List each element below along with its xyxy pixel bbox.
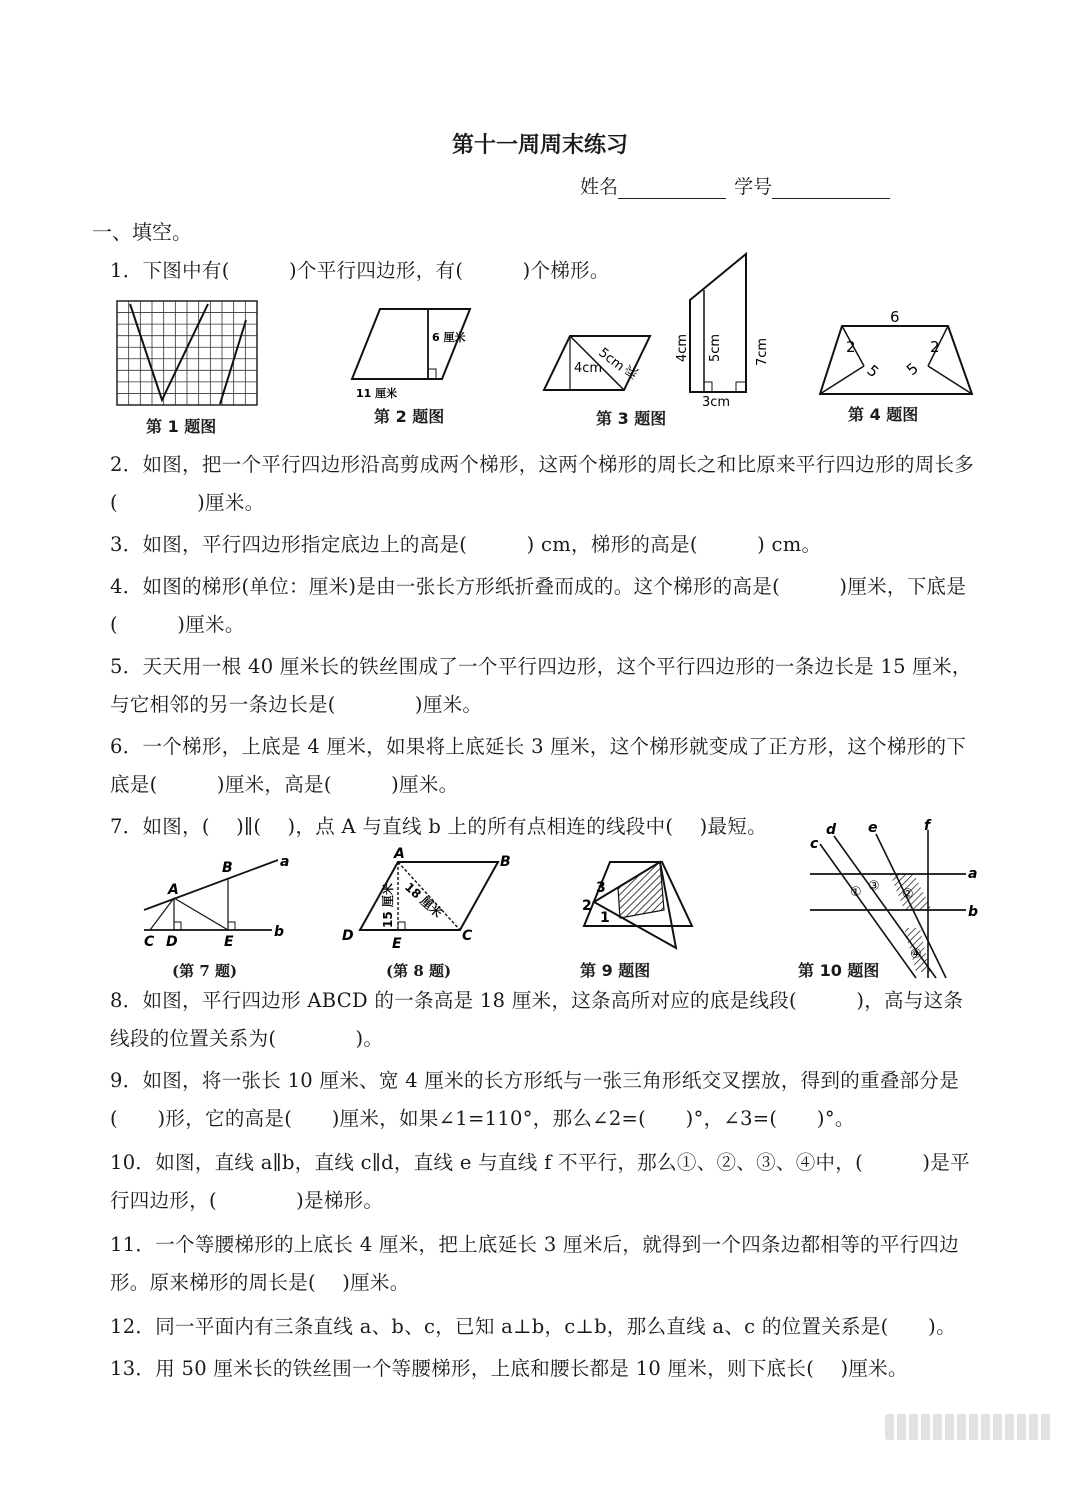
question-2: 2．如图，把一个平行四边形沿高剪成两个梯形，这两个梯形的周长之和比原来平行四边形的周长多( )厘米。 (110, 453, 975, 514)
fig3-label-4cm: 4cm (574, 361, 603, 376)
fig4-folded-trapezoid-diagram (816, 306, 976, 398)
page-title: 第十一周周末练习 (451, 133, 628, 158)
fig1-grid-diagram (116, 300, 258, 408)
fig8-label-B: B (500, 854, 511, 870)
question-3: 3．如图，平行四边形指定底边上的高是( ) cm，梯形的高是( ) cm。 (110, 533, 822, 556)
scroll-indicator[interactable] (885, 1414, 1053, 1440)
fig2-parallelogram-diagram (350, 305, 480, 405)
id-blank (772, 178, 890, 199)
fig8-label-A: A (394, 846, 405, 862)
fig10-label-c: c (810, 836, 819, 852)
fig3-label-base: 底 (622, 363, 642, 382)
question-1: 1．下图中有( )个平行四边形，有( )个梯形。 (110, 259, 610, 282)
fig9-caption: 第 9 题图 (580, 961, 651, 980)
fig4-label-2-right: 2 (930, 338, 940, 356)
fig3-label-3cm: 3cm (702, 395, 731, 410)
fig7-caption: (第 7 题) (172, 962, 238, 980)
fig10-label-a: a (968, 866, 978, 882)
fig8-label-C: C (462, 928, 473, 944)
fig8-parallelogram-diagram (338, 842, 518, 954)
question-4: 4．如图的梯形(单位：厘米)是由一张长方形纸折叠而成的。这个梯形的高是( )厘米，下底是( )厘米。 (110, 575, 967, 636)
question-9: 9．如图，将一张长 10 厘米、宽 4 厘米的长方形纸与一张三角形纸交叉摆放，得到的重叠部分是( )形，它的高是( )厘米，如果∠1=110°，那么∠2=( )°，∠3=( )°。 (110, 1069, 960, 1130)
fig4-caption: 第 4 题图 (848, 405, 919, 424)
fig10-label-3: ③ (868, 879, 880, 894)
fig7-label-C: C (144, 934, 155, 946)
question-13: 13．用 50 厘米长的铁丝围一个等腰梯形，上底和腰长都是 10 厘米，则下底长( )厘米。 (110, 1357, 908, 1380)
fig4-label-6: 6 (890, 308, 900, 326)
question-5: 5．天天用一根 40 厘米长的铁丝围成了一个平行四边形，这个平行四边形的一条边长是 15 厘米，与它相邻的另一条边长是( )厘米。 (110, 655, 972, 716)
fig3-parallelogram-trapezoid-diagram (540, 250, 770, 412)
fig3-label-4cm-left: 4cm (675, 333, 690, 362)
fig10-lines-diagram (806, 818, 982, 980)
name-blank (618, 178, 726, 199)
fig9-label-3: 3 (596, 880, 606, 896)
fig10-label-e: e (868, 820, 878, 836)
fig4-label-5-left: 5 (863, 361, 883, 382)
fig7-lines-diagram (140, 848, 290, 946)
fig10-label-b: b (968, 904, 979, 920)
fig8-caption: (第 8 题) (386, 962, 452, 980)
fig1-caption: 第 1 题图 (146, 417, 217, 436)
fig3-caption: 第 3 题图 (596, 409, 667, 428)
question-8: 8．如图，平行四边形 ABCD 的一条高是 18 厘米，这条高所对应的底是线段( )，高与这条线段的位置关系为( )。 (110, 989, 964, 1050)
fig9-overlap-diagram (580, 856, 704, 952)
question-10: 10．如图，直线 a∥b，直线 c∥d，直线 e 与直线 f 不平行，那么①、②、③、④中，( )是平行四边形，( )是梯形。 (110, 1151, 970, 1212)
fig10-label-1: ① (850, 885, 862, 900)
name-label: 姓名 (580, 176, 619, 198)
name-id-fields (580, 172, 890, 199)
fig3-label-5cm-mid: 5cm (708, 333, 723, 362)
fig10-label-2: ② (902, 887, 914, 902)
question-6: 6．一个梯形，上底是 4 厘米，如果将上底延长 3 厘米，这个梯形就变成了正方形，这个梯形的下底是( )厘米，高是( )厘米。 (110, 735, 967, 796)
fig8-label-18: 18 厘米 (401, 879, 445, 921)
fig2-caption: 第 2 题图 (374, 407, 445, 426)
fig8-label-D: D (342, 928, 354, 944)
id-label: 学号 (734, 176, 773, 198)
fig10-label-d: d (826, 822, 837, 838)
fig7-label-b: b (274, 924, 285, 940)
section-title: 一、填空。 (92, 220, 192, 244)
fig8-label-E: E (392, 936, 402, 952)
fig7-label-E: E (224, 934, 234, 946)
question-11: 11．一个等腰梯形的上底长 4 厘米，把上底延长 3 厘米后，就得到一个四条边都相等的平行四边形。原来梯形的周长是( )厘米。 (110, 1233, 960, 1294)
fig2-height-label: 6 厘米 (432, 331, 466, 344)
fig7-label-A: A (168, 882, 179, 898)
fig9-label-2: 2 (582, 898, 592, 914)
question-7: 7．如图，( )∥( )，点 A 与直线 b 上的所有点相连的线段中( )最短。 (110, 815, 767, 838)
fig10-caption: 第 10 题图 (798, 961, 880, 980)
fig2-base-label: 11 厘米 (356, 387, 398, 400)
fig9-label-1: 1 (600, 910, 610, 926)
fig8-label-15: 15 厘米 (381, 883, 395, 928)
fig10-label-4: ④ (910, 947, 922, 962)
fig4-label-2-left: 2 (846, 338, 856, 356)
fig7-label-D: D (166, 934, 178, 946)
fig7-label-a: a (280, 854, 290, 870)
fig4-label-5-right: 5 (903, 359, 922, 380)
fig3-label-5cm: 5cm (595, 345, 627, 375)
fig10-label-f: f (924, 818, 931, 834)
question-12: 12．同一平面内有三条直线 a、b、c，已知 a⊥b，c⊥b，那么直线 a、c 的位置关系是( )。 (110, 1315, 956, 1338)
fig3-label-7cm: 7cm (755, 337, 770, 366)
fig7-label-B: B (222, 860, 233, 876)
